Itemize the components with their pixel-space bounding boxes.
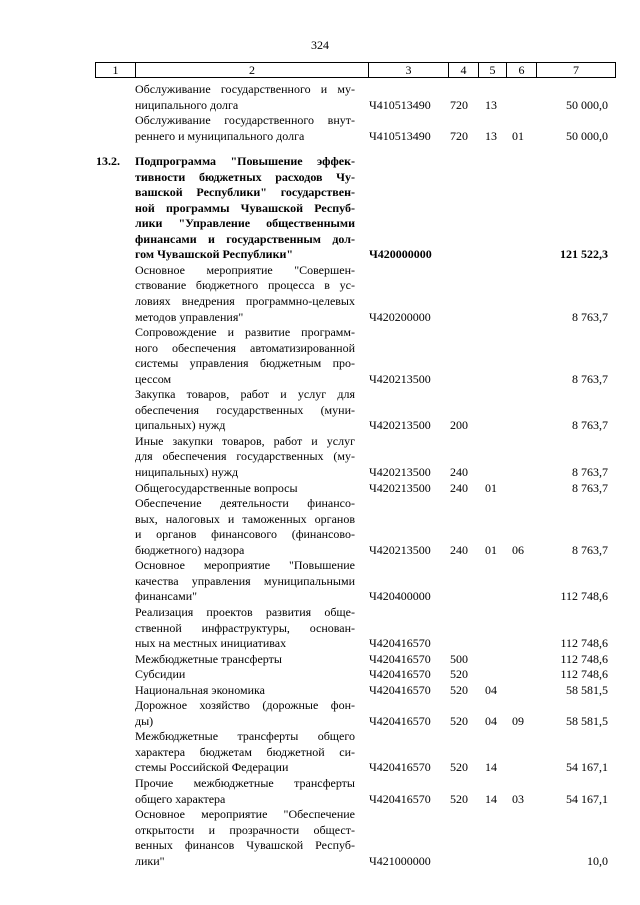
row-section: 01 — [485, 480, 497, 495]
row-expense-type: 520 — [450, 682, 468, 697]
row-amount: 8 763,7 — [572, 371, 608, 386]
row-section: 13 — [485, 97, 497, 112]
row-amount: 8 763,7 — [572, 418, 608, 433]
row-code: Ч420416570 — [369, 760, 431, 775]
row-expense-type: 520 — [450, 713, 468, 728]
row-description: Межбюджетные трансферты — [135, 651, 282, 666]
row-description: Закупка товаров, работ и услуг для — [135, 387, 355, 402]
row-description: тивности бюджетных расходов Чу- — [135, 169, 355, 184]
row-description: Реализация проектов развития обще- — [135, 604, 355, 619]
row-code: Ч420213500 — [369, 480, 431, 495]
row-description: гом Чувашской Республики" — [135, 247, 294, 262]
row-description: методов управления" — [135, 309, 244, 324]
row-description: Обслуживание государственного внут- — [135, 113, 355, 128]
row-code: Ч420213500 — [369, 371, 431, 386]
row-description: качества управления муниципальными — [135, 573, 355, 588]
row-expense-type: 240 — [450, 542, 468, 557]
row-description: вашской Республики" государствен- — [135, 185, 355, 200]
row-description: Основное мероприятие "Повышение — [135, 558, 355, 573]
row-description: Обеспечение деятельности финансо- — [135, 496, 355, 511]
row-amount: 8 763,7 — [572, 542, 608, 557]
row-subsection: 09 — [512, 713, 524, 728]
page-number: 324 — [311, 38, 329, 52]
column-header-row — [95, 62, 616, 78]
row-description: финансами и государственным дол- — [135, 231, 355, 246]
row-description: Межбюджетные трансферты общего — [135, 729, 355, 744]
row-description: Дорожное хозяйство (дорожные фон- — [135, 698, 355, 713]
row-description: для обеспечения государственных (му- — [135, 449, 355, 464]
row-description: лики "Управление общественными — [135, 216, 355, 231]
row-description: Основное мероприятие "Совершен- — [135, 262, 355, 277]
row-description: цессом — [135, 371, 172, 386]
row-code: Ч420416570 — [369, 791, 431, 806]
row-description: Сопровождение и развитие программ- — [135, 325, 355, 340]
row-amount: 50 000,0 — [566, 97, 608, 112]
row-code: Ч420416570 — [369, 651, 431, 666]
row-description: обеспечения государственных (муни- — [135, 402, 355, 417]
row-section: 04 — [485, 682, 497, 697]
row-amount: 112 748,6 — [560, 651, 608, 666]
row-expense-type: 720 — [450, 128, 468, 143]
row-amount: 50 000,0 — [566, 128, 608, 143]
column-header: 6 — [507, 63, 537, 78]
row-description: ловиях внедрения программно-целевых — [135, 293, 355, 308]
row-amount: 10,0 — [587, 853, 608, 868]
row-code: Ч420213500 — [369, 418, 431, 433]
row-description: ной программы Чувашской Респуб- — [135, 200, 355, 215]
row-amount: 58 581,5 — [566, 682, 608, 697]
row-amount: 54 167,1 — [566, 791, 608, 806]
row-description: Субсидии — [135, 667, 186, 682]
row-description: ствование бюджетного процесса в ус- — [135, 278, 355, 293]
row-expense-type: 240 — [450, 480, 468, 495]
row-description: ных на местных инициативах — [135, 636, 287, 651]
row-amount: 8 763,7 — [572, 309, 608, 324]
row-section: 13 — [485, 128, 497, 143]
row-description: характера бюджетам бюджетной си- — [135, 744, 355, 759]
row-description: Основное мероприятие "Обеспечение — [135, 807, 355, 822]
row-description: Подпрограмма "Повышение эффек- — [135, 154, 355, 168]
row-description: финансами" — [135, 589, 198, 604]
row-description: вых, налоговых и таможенных органов — [135, 511, 355, 526]
row-section: 14 — [485, 791, 497, 806]
row-amount: 112 748,6 — [560, 636, 608, 651]
row-expense-type: 720 — [450, 97, 468, 112]
row-section: 04 — [485, 713, 497, 728]
row-amount: 8 763,7 — [572, 480, 608, 495]
row-expense-type: 520 — [450, 791, 468, 806]
column-header: 5 — [479, 63, 507, 78]
row-description: Общегосударственные вопросы — [135, 480, 298, 495]
row-code: Ч420000000 — [369, 247, 432, 262]
row-code: Ч420400000 — [369, 589, 431, 604]
row-description: лики" — [135, 853, 165, 868]
row-description: Обслуживание государственного и му- — [135, 82, 355, 96]
row-description: общего характера — [135, 791, 226, 806]
row-code: Ч420213500 — [369, 542, 431, 557]
row-description: реннего и муниципального долга — [135, 128, 305, 143]
row-expense-type: 240 — [450, 465, 468, 479]
row-expense-type: 500 — [450, 651, 468, 666]
row-description: Иные закупки товаров, работ и услуг — [135, 433, 355, 448]
row-amount: 112 748,6 — [560, 589, 608, 604]
row-amount: 54 167,1 — [566, 760, 608, 775]
row-description: стемы Российской Федерации — [135, 760, 289, 775]
row-description: и органов финансового (финансово- — [135, 527, 355, 542]
row-subsection: 06 — [512, 542, 524, 557]
column-header: 2 — [136, 63, 369, 78]
row-description: системы управления бюджетным про- — [135, 356, 355, 371]
section-number: 13.2. — [96, 154, 120, 168]
row-code: Ч410513490 — [369, 128, 431, 143]
row-description: бюджетного) надзора — [135, 542, 245, 557]
column-header: 4 — [449, 63, 479, 78]
row-description: ственной инфраструктуры, основан- — [135, 620, 355, 635]
row-amount: 112 748,6 — [560, 667, 608, 682]
row-amount: 58 581,5 — [566, 713, 608, 728]
row-expense-type: 200 — [450, 418, 468, 433]
row-description: ципальных) нужд — [135, 418, 226, 433]
row-expense-type: 520 — [450, 760, 468, 775]
column-header: 3 — [369, 63, 449, 78]
row-section: 14 — [485, 760, 497, 775]
row-description: Прочие межбюджетные трансферты — [135, 776, 355, 790]
row-code: Ч420416570 — [369, 667, 431, 682]
row-description: ниципального долга — [135, 97, 239, 112]
row-code: Ч420416570 — [369, 682, 431, 697]
row-subsection: 03 — [512, 791, 524, 806]
row-section: 01 — [485, 542, 497, 557]
row-expense-type: 520 — [450, 667, 468, 682]
row-subsection: 01 — [512, 128, 524, 143]
row-code: Ч420200000 — [369, 309, 431, 324]
row-description: открытости и прозрачности общест- — [135, 822, 355, 837]
row-description: ниципальных) нужд — [135, 465, 239, 479]
row-amount: 121 522,3 — [560, 247, 608, 262]
row-amount: 8 763,7 — [572, 465, 608, 479]
row-code: Ч421000000 — [369, 853, 431, 868]
row-code: Ч410513490 — [369, 97, 431, 112]
row-description: ного обеспечения автоматизированной — [135, 340, 355, 355]
row-code: Ч420416570 — [369, 636, 431, 651]
column-header: 1 — [96, 63, 136, 78]
row-description: Национальная экономика — [135, 682, 265, 697]
row-code: Ч420213500 — [369, 465, 431, 479]
row-description: ды) — [135, 713, 154, 728]
row-code: Ч420416570 — [369, 713, 431, 728]
column-header: 7 — [537, 63, 616, 78]
row-description: венных финансов Чувашской Респуб- — [135, 838, 355, 853]
